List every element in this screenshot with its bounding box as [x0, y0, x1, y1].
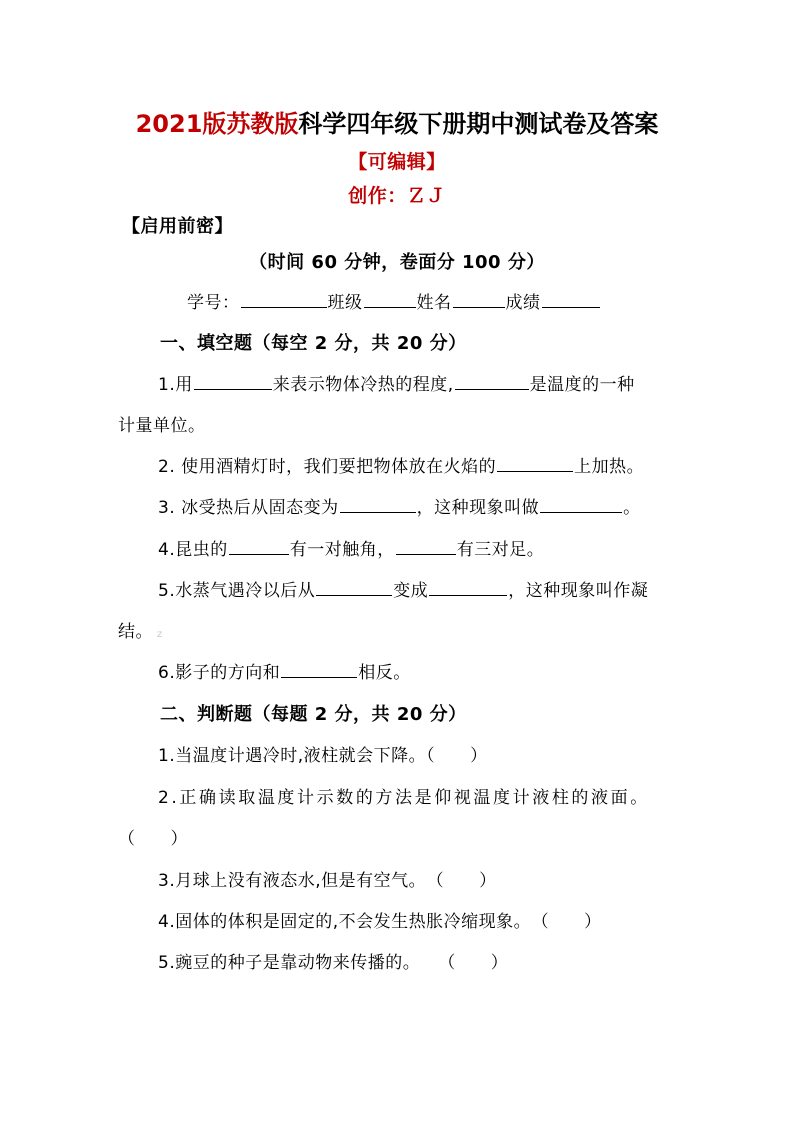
section2-heading: 二、判断题（每题 2 分，共 20 分）: [160, 704, 467, 725]
s1-q5-blank-1[interactable]: [316, 578, 392, 596]
s1-q1-blank-2[interactable]: [455, 372, 529, 390]
student-fields: [187, 288, 601, 313]
s2-question-1: 1.当温度计遇冷时,液柱就会下降。（ ）: [158, 746, 488, 766]
s1-q3-text-b: ，这种现象叫做: [416, 498, 540, 518]
s1-question-5: [158, 576, 648, 601]
s1-q1-text-a: 1.用: [158, 375, 193, 395]
s2-question-3: 3.月球上没有液态水,但是有空气。 （ ）: [158, 871, 497, 891]
student-id-label: 学号：: [187, 293, 240, 313]
exam-info: （时间 60 分钟，卷面分 100 分）: [249, 252, 545, 273]
s1-q5-text-b: 变成: [393, 581, 429, 601]
s2-question-5: 5.豌豆的种子是靠动物来传播的。 （ ）: [158, 953, 509, 973]
s1-q1-text-c: 是温度的一种: [529, 375, 635, 395]
s1-q4-text-a: 4.昆虫的: [158, 540, 228, 560]
s1-q3-text-c: 。: [623, 498, 641, 518]
title-edition: 2021版苏教版: [135, 110, 299, 138]
s1-q6-text-a: 6.影子的方向和: [158, 663, 281, 683]
s1-question-3: [158, 493, 641, 518]
confidential-label: 【启用前密】: [122, 216, 233, 237]
s1-q1-text-b: 来表示物体冷热的程度,: [272, 375, 454, 395]
s1-q2-text-b: 上加热。: [574, 457, 645, 477]
s1-q4-blank-1[interactable]: [229, 537, 289, 555]
s1-question-4: [158, 535, 544, 560]
s1-q4-text-b: 有一对触角，: [289, 540, 395, 560]
s2-question-2-cont: （ ）: [118, 829, 188, 849]
document-title: [0, 104, 794, 139]
score-blank[interactable]: [542, 290, 600, 308]
s1-q4-text-c: 有三对足。: [456, 540, 545, 560]
s2-question-4: 4.固体的体积是固定的,不会发生热胀冷缩现象。 （ ）: [158, 912, 602, 932]
name-label: 姓名: [416, 293, 452, 313]
s1-question-1-cont: 计量单位。: [118, 416, 206, 436]
s1-q5-text-c: ，这种现象叫作凝: [508, 581, 649, 601]
s1-q6-blank-1[interactable]: [281, 660, 357, 678]
s1-q2-text-a: 2. 使用酒精灯时，我们要把物体放在火焰的: [158, 457, 497, 477]
section1-heading: 一、填空题（每空 2 分，共 20 分）: [160, 333, 467, 354]
s1-question-5-cont: [118, 617, 163, 642]
watermark-mark: z: [157, 629, 163, 640]
s1-question-2: [158, 452, 644, 477]
student-id-blank[interactable]: [241, 290, 327, 308]
s1-q5-blank-2[interactable]: [429, 578, 507, 596]
s1-q3-text-a: 3. 冰受热后从固态变为: [158, 498, 339, 518]
s1-question-6: [158, 658, 411, 683]
editable-note: 【可编辑】: [348, 151, 446, 173]
name-blank[interactable]: [453, 290, 505, 308]
s1-q6-text-b: 相反。: [358, 663, 411, 683]
s1-q5-text-a: 5.水蒸气遇冷以后从: [158, 581, 316, 601]
class-label: 班级: [327, 293, 363, 313]
s1-q2-blank-1[interactable]: [497, 454, 573, 472]
title-subject: 科学四年级下册期中测试卷及答案: [298, 110, 659, 138]
score-label: 成绩: [505, 293, 541, 313]
s1-question-1: [158, 370, 635, 395]
class-blank[interactable]: [364, 290, 416, 308]
s1-q3-blank-1[interactable]: [340, 495, 416, 513]
s2-question-2: 2.正确读取温度计示数的方法是仰视温度计液柱的液面。: [158, 788, 650, 808]
s1-q1-blank-1[interactable]: [194, 372, 272, 390]
author-line: 创作：ＺＪ: [348, 185, 446, 207]
s1-q5-cont-text: 结。: [118, 622, 153, 642]
s1-q4-blank-2[interactable]: [396, 537, 456, 555]
s1-q3-blank-2[interactable]: [540, 495, 622, 513]
